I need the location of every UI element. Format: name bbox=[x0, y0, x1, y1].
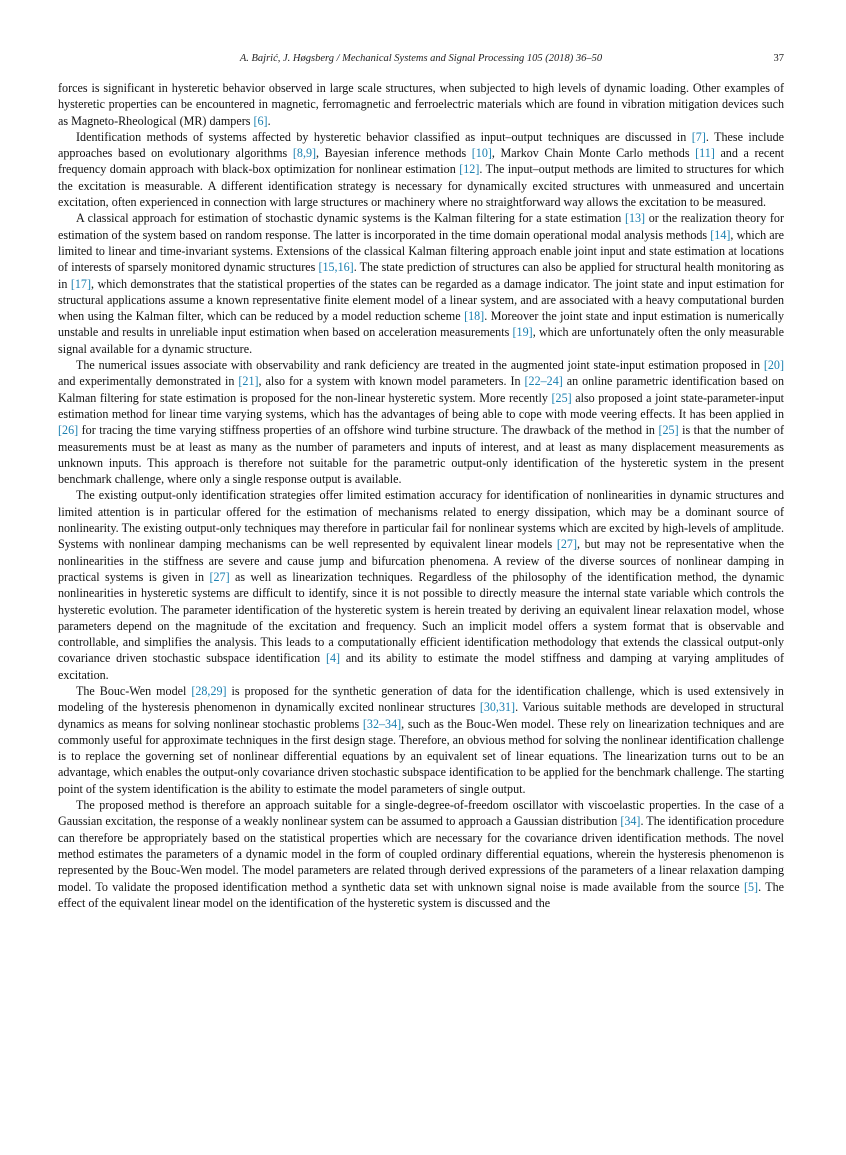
citation-link[interactable]: [30,31] bbox=[479, 700, 516, 715]
text-run: an online parametric identification based on Kalman filtering for state estimation is proposed for the non-linear hysteretic system. More recently bbox=[58, 374, 784, 405]
text-run: , Markov Chain Monte Carlo methods bbox=[491, 146, 696, 161]
text-run: , but may not be representative when the nonlinearities in the stiffness are severe and cause jump and bifurcation phenomena. A review of the diverse sources of nonlinear damping in practical systems is given in bbox=[58, 537, 785, 584]
text-run: The Bouc-Wen model bbox=[76, 683, 192, 698]
citation-link[interactable]: [32–34] bbox=[362, 716, 402, 731]
text-run: . Moreover the joint state and input estimation is numerically unstable and results in unreliable input estimation when based on acceleration measurements bbox=[58, 309, 785, 340]
text-run: for tracing the time varying stiffness properties of an offshore wind turbine structure. The drawback of the method in bbox=[78, 423, 659, 438]
citation-link[interactable]: [20] bbox=[763, 358, 784, 373]
text-run: , also for a system with known model parameters. In bbox=[258, 374, 525, 389]
citation-link[interactable]: [7] bbox=[691, 129, 706, 144]
text-run: , which are unfortunately often the only measurable signal available for a dynamic structure. bbox=[58, 325, 784, 356]
citation-link[interactable]: [22–24] bbox=[524, 374, 563, 389]
text-run: . The effect of the equivalent linear model on the identification of the hysteretic system is discussed and the bbox=[58, 879, 784, 910]
citation-link[interactable]: [10] bbox=[471, 146, 492, 161]
citation-link[interactable]: [4] bbox=[325, 651, 341, 666]
paragraph bbox=[58, 357, 784, 487]
citation-link[interactable]: [6] bbox=[253, 113, 268, 128]
citation-link[interactable]: [14] bbox=[710, 227, 731, 242]
paragraph bbox=[58, 683, 784, 797]
text-run: . These include approaches based on evolutionary algorithms bbox=[58, 129, 784, 161]
paragraph bbox=[58, 797, 784, 911]
text-run: The existing output-only identification strategies offer limited estimation accuracy for identification of nonlinearities in dynamic structures and limited attention is in particular offered for the estimation of mechanisms related to energy dissipation, which may be a dominant source of nonlinearity. The existing output-only techniques may therefore in particular fail for nonlinear systems which are excited by high-levels of amplitude. Systems with nonlinear damping mechanisms can be well represented by equivalent linear models bbox=[58, 488, 784, 552]
text-run: , Bayesian inference methods bbox=[316, 146, 472, 161]
citation-link[interactable]: [15,16] bbox=[318, 260, 354, 275]
text-run: . bbox=[267, 113, 271, 128]
text-run: also proposed a joint state-parameter-input estimation method for linear time varying systems, which has the advantages of being able to cope with mode veering effects. It has been applied in bbox=[58, 390, 784, 421]
citation-link[interactable]: [28,29] bbox=[191, 683, 227, 698]
text-run: and its ability to estimate the model stiffness and damping at varying amplitudes of excitation. bbox=[58, 651, 784, 682]
citation-link[interactable]: [34] bbox=[620, 814, 641, 829]
citation-link[interactable]: [17] bbox=[70, 276, 92, 291]
running-header bbox=[58, 53, 784, 69]
body-text bbox=[58, 80, 784, 911]
paragraph bbox=[58, 80, 784, 129]
citation-link[interactable]: [27] bbox=[556, 537, 577, 552]
text-run: , which demonstrates that the statistical properties of the states can be regarded as a damage indicator. The joint state and input estimation for structural applications assume a known representative finite element model of a linear system, and are associated with a heavy computational burden when using the Kalman filter, which can be reduced by a model reduction scheme bbox=[58, 276, 784, 324]
text-run: and a recent frequency domain approach with black-box optimization for nonlinear estimation bbox=[58, 146, 785, 177]
text-run: . The state prediction of structures can also be applied for structural health monitoring as in bbox=[58, 260, 784, 291]
citation-link[interactable]: [27] bbox=[209, 569, 230, 584]
citation-link[interactable]: [11] bbox=[695, 146, 715, 161]
text-run: . The identification procedure can therefore be appropriately based on the statistical properties which are necessary for the covariance driven identification methods. The novel method estimates the parameters of a dynamic model in the form of coupled ordinary differential equations, wherein the hysteresis phenomenon is represented by the Bouc-Wen model. The model parameters are related through derived expressions of the parameters of a linear relaxation damping model. To validate the proposed identification method a synthetic data set with unknown signal noise is made available from the source bbox=[58, 814, 784, 894]
page-number: 37 bbox=[773, 53, 784, 64]
citation-link[interactable]: [18] bbox=[464, 309, 485, 324]
citation-link[interactable]: [8,9] bbox=[292, 146, 317, 161]
paragraph bbox=[58, 487, 784, 683]
citation-link[interactable]: [21] bbox=[238, 374, 259, 389]
text-run: A classical approach for estimation of stochastic dynamic systems is the Kalman filtering for a state estimation bbox=[76, 211, 625, 226]
paragraph bbox=[58, 210, 784, 357]
citation-link[interactable]: [25] bbox=[658, 423, 679, 438]
text-run: , such as the Bouc-Wen model. These rely on linearization techniques and are commonly useful for approximate techniques in the first design stage. Therefore, an obvious method for solving the nonlinear identification challenge is to replace the governing set of nonlinear differential equations by an equivalent set of linear equations. The linearization turns out to be an advantage, which enables the output-only covariance driven stochastic subspace identification to be applied for the benchmark challenge. The starting point of the system identification is the ability to estimate the model parameters of single output. bbox=[58, 716, 784, 796]
text-run: The proposed method is therefore an approach suitable for a single-degree-of-freedom oscillator with viscoelastic properties. In the case of a Gaussian excitation, the response of a weakly nonlinear system can be assumed to approach a Gaussian distribution bbox=[58, 798, 784, 829]
text-run: and experimentally demonstrated in bbox=[58, 374, 239, 389]
text-run: Identification methods of systems affected by hysteretic behavior classified as input–output techniques are discussed in bbox=[76, 129, 692, 144]
text-run: as well as linearization techniques. Regardless of the philosophy of the identification method, the dynamic nonlinearities in hysteretic systems are difficult to identify, since it is not possible to directly measure the internal state variable which controls the hysteretic evolution. The parameter identification of the hysteretic system is herein treated by deriving an equivalent linear relaxation model, whose parameters depend on the magnitude of the excitation and frequency. Such an implicit model offers a system format that is observable and controllable, and simplifies the analysis. This leads to a computationally efficient identification methodology that extends the classical output-only covariance driven stochastic subspace identification bbox=[58, 569, 784, 666]
text-run: The numerical issues associate with observability and rank deficiency are treated in the augmented joint state-input estimation proposed in bbox=[76, 358, 764, 373]
citation-link[interactable]: [5] bbox=[743, 879, 759, 894]
text-run: or the realization theory for estimation of the system based on random response. The latter is incorporated in the time domain operational modal analysis methods bbox=[58, 211, 784, 242]
running-title: A. Bajrić, J. Høgsberg / Mechanical Systems and Signal Processing 105 (2018) 36–50 bbox=[239, 53, 603, 64]
citation-link[interactable]: [26] bbox=[58, 423, 79, 438]
text-run: . Various suitable methods are developed in structural dynamics as means for solving nonlinear stochastic problems bbox=[58, 700, 784, 731]
text-run: is proposed for the synthetic generation of data for the identification challenge, which is used extensively in modeling of the hysteresis phenomenon in dynamically excited nonlinear structures bbox=[58, 683, 784, 715]
citation-link[interactable]: [13] bbox=[624, 211, 646, 226]
citation-link[interactable]: [19] bbox=[512, 325, 533, 340]
text-run: . The input–output methods are limited to structures for which the excitation is measurable. A different identification strategy is necessary for dynamically excited structures with unmeasured and uncertain excitation, often experienced in connection with large structures or machinery where no straightforward way allows the excitation to be measured. bbox=[58, 162, 784, 210]
text-run: , which are limited to linear and time-invariant systems. Extensions of the classical Kalman filtering approach enable joint input and state estimation at locations of interests of sparsely monitored dynamic structures bbox=[58, 227, 785, 275]
text-run: is that the number of measurements must be at least as many as the number of parameters and inputs of interest, and at least as many displacement measurements as unknown inputs. This approach is therefore not suitable for the parametric output-only identification of the hysteretic system in the present benchmark challenge, where only a single response output is available. bbox=[58, 423, 784, 487]
citation-link[interactable]: [25] bbox=[551, 390, 572, 405]
citation-link[interactable]: [12] bbox=[459, 162, 480, 177]
paragraph bbox=[58, 129, 784, 210]
text-run: forces is significant in hysteretic behavior observed in large scale structures, when subjected to high levels of dynamic loading. Other examples of hysteretic properties can be encountered in magnetic, ferromagnetic and ferroelectric materials which are found in vibration mitigation devices such as Magneto-Rheological (MR) dampers bbox=[58, 81, 784, 128]
